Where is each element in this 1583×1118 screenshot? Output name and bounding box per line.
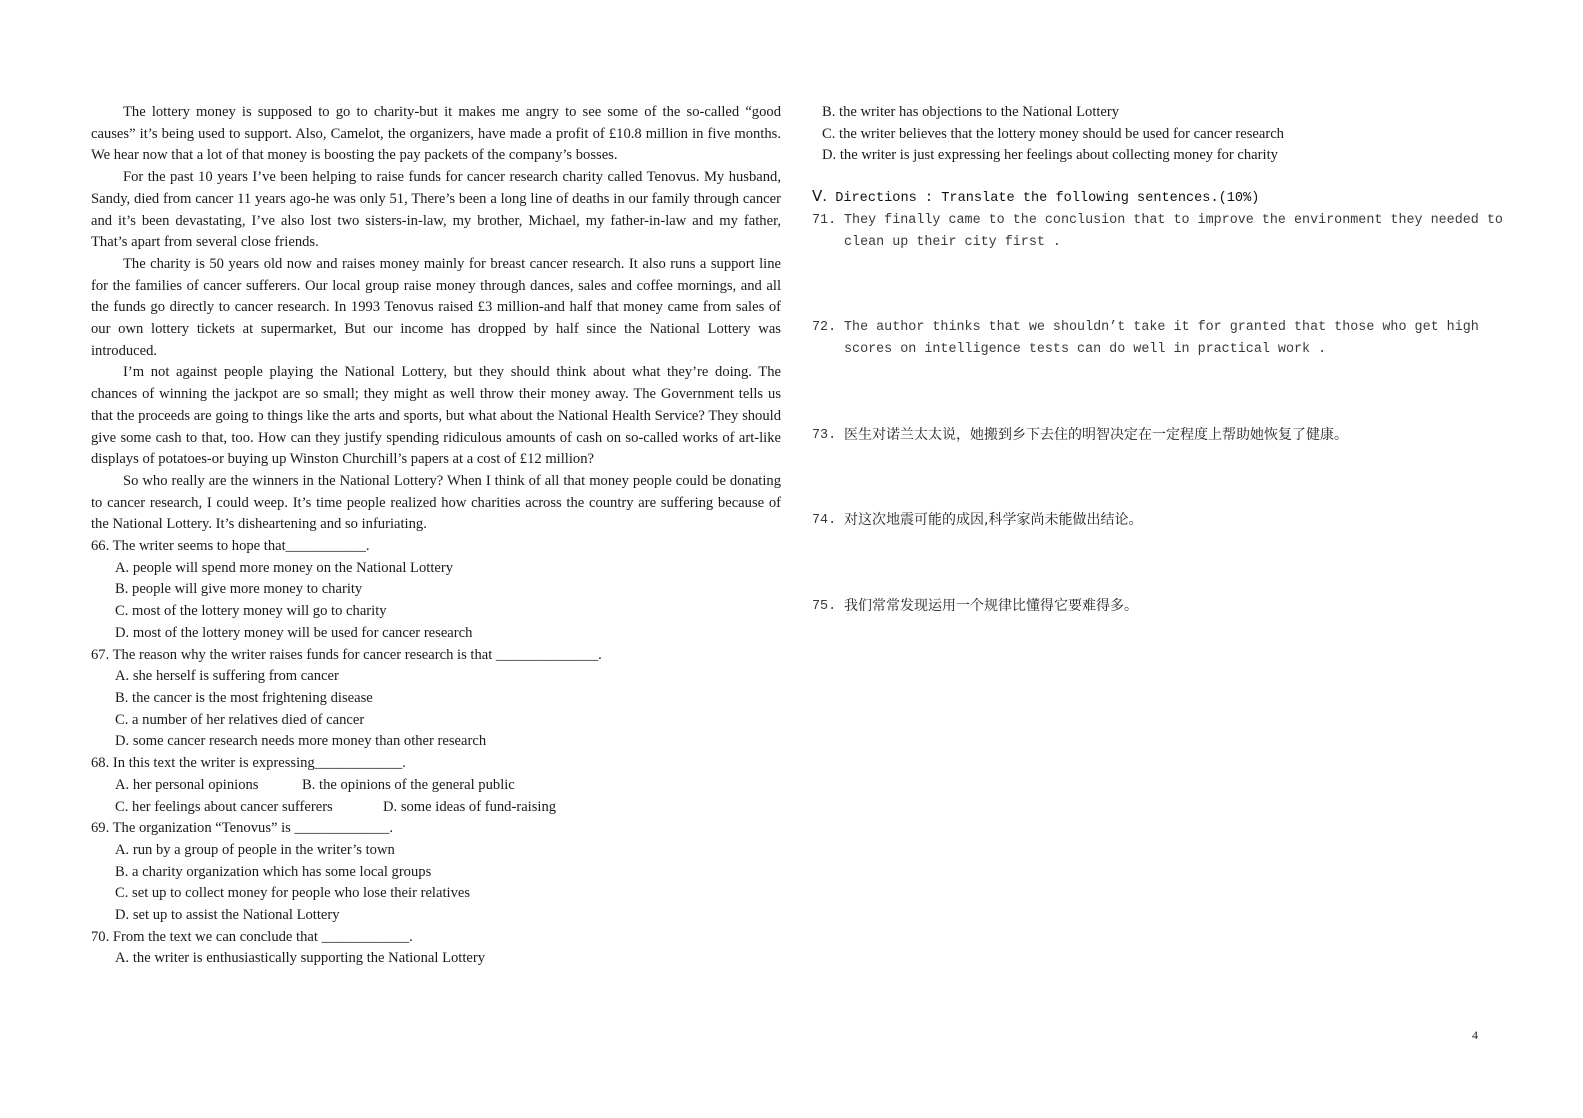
passage-paragraph-4: I’m not against people playing the National Lottery, but they should think about what they’re doing. The chances of winning the jackpot are so small; they might as well throw their money away. The Government tells us that the proceeds are going to things like the arts and sports, but what about the National Health Service? They should give some cash to that, too. How can they justify spending ridiculous amounts of cash on so-called works of art-like displays of potatoes-or buying up Winston Churchill’s papers at a cost of £12 million? [91,364,781,468]
option-b: B. a charity organization which has some local groups [115,863,432,880]
passage-paragraph-5: So who really are the winners in the National Lottery? When I think of all that money people could be donating to cancer research, I could weep. It’s time people realized how charities across the country are suffering because of the National Lottery. It’s disheartening and so infuriating. [91,472,781,533]
section-heading [812,186,1512,210]
option-b: B. the cancer is the most frightening disease [115,689,373,706]
option-row [115,797,781,819]
option-d: D. some cancer research needs more money than other research [115,733,487,750]
option-a: A. run by a group of people in the writer’s town [115,841,395,858]
option-a: A. the writer is enthusiastically supporting the National Lottery [115,950,486,967]
question-66 [91,536,781,645]
option-d: D. the writer is just expressing her feelings about collecting money for charity [822,147,1278,164]
option-c: C. the writer believes that the lottery money should be used for cancer research [822,125,1284,142]
item-number: 72. [812,320,837,336]
question-stem: 66. The writer seems to hope that___________. [91,538,370,555]
section-directions: Directions : Translate the following sentences.(10%) [835,191,1260,207]
option-c: C. set up to collect money for people who lose their relatives [115,885,471,902]
question-68 [91,753,781,818]
question-70 [91,927,781,970]
option-a: A. her personal opinions [115,776,259,793]
option-a: A. she herself is suffering from cancer [115,668,339,685]
question-70-continued [812,102,1512,167]
option-b: B. the opinions of the general public [302,776,515,793]
question-stem: 67. The reason why the writer raises funds for cancer research is that ______________. [91,646,602,663]
question-stem: 69. The organization “Tenovus” is _____________. [91,820,394,837]
item-number: 75. [812,599,837,615]
translation-item-74 [812,510,1512,532]
option-c: C. most of the lottery money will go to charity [115,603,387,620]
option-b: B. people will give more money to charity [115,581,363,598]
question-stem: 68. In this text the writer is expressing____________. [91,755,406,772]
passage-paragraph-3: The charity is 50 years old now and raises money mainly for breast cancer research. It also runs a support line for the families of cancer sufferers. Our local group raise money through dances, sales and coffee mornings, and all the funds go directly to cancer research. In 1993 Tenovus raised £3 million-and half that money came from sales of our own lottery tickets at supermarket, But our income has dropped by half since the National Lottery was introduced. [91,255,781,359]
left-column [91,102,781,970]
option-c: C. her feelings about cancer sufferers [115,798,333,815]
question-67 [91,645,781,754]
option-d: D. most of the lottery money will be used for cancer research [115,624,473,641]
item-text: 医生对诺兰太太说，她搬到乡下去住的明智决定在一定程度上帮助她恢复了健康。 [844,426,1348,443]
question-69 [91,818,781,927]
item-text: They finally came to the conclusion that to improve the environment they needed to clean up their city first . [844,212,1503,250]
translation-item-72 [812,317,1512,360]
translation-item-73 [812,425,1512,447]
option-b: B. the writer has objections to the National Lottery [822,104,1120,120]
item-text: The author thinks that we shouldn’t take it for granted that those who get high scores on intelligence tests can do well in practical work . [844,320,1479,357]
option-a: A. people will spend more money on the National Lottery [115,559,454,576]
passage-paragraph-2: For the past 10 years I’ve been helping to raise funds for cancer research charity called Tenovus. My husband, Sandy, died from cancer 11 years ago-he was only 51, There’s been a long line of deaths in our family through cancer and it’s been devastating, I’ve also lost two sisters-in-law, my brother, Michael, my father-in-law and my father, That’s apart from several close friends. [91,169,781,251]
question-stem: 70. From the text we can conclude that ____________. [91,928,413,945]
translation-item-75 [812,596,1512,618]
option-c: C. a number of her relatives died of cancer [115,711,365,728]
page-number: 4 [1472,1028,1478,1042]
translation-item-71 [812,210,1512,253]
item-number: 71. [812,212,837,228]
option-d: D. set up to assist the National Lottery [115,907,340,924]
right-column [812,102,1512,618]
item-text: 对这次地震可能的成因,科学家尚未能做出结论。 [844,512,1143,529]
item-number: 73. [812,427,837,443]
section-numeral: Ⅴ. [812,187,828,206]
option-d: D. some ideas of fund-raising [383,798,557,815]
passage-paragraph-1: The lottery money is supposed to go to charity-but it makes me angry to see some of the so-called “good causes” it’s being used to support. Also, Camelot, the organizers, have made a profit of £10.8 million in five months. We hear now that a lot of that money is boosting the pay packets of the company’s bosses. [91,104,781,164]
option-row [115,775,781,797]
item-text: 我们常常发现运用一个规律比懂得它要难得多。 [844,598,1138,615]
item-number: 74. [812,513,837,529]
